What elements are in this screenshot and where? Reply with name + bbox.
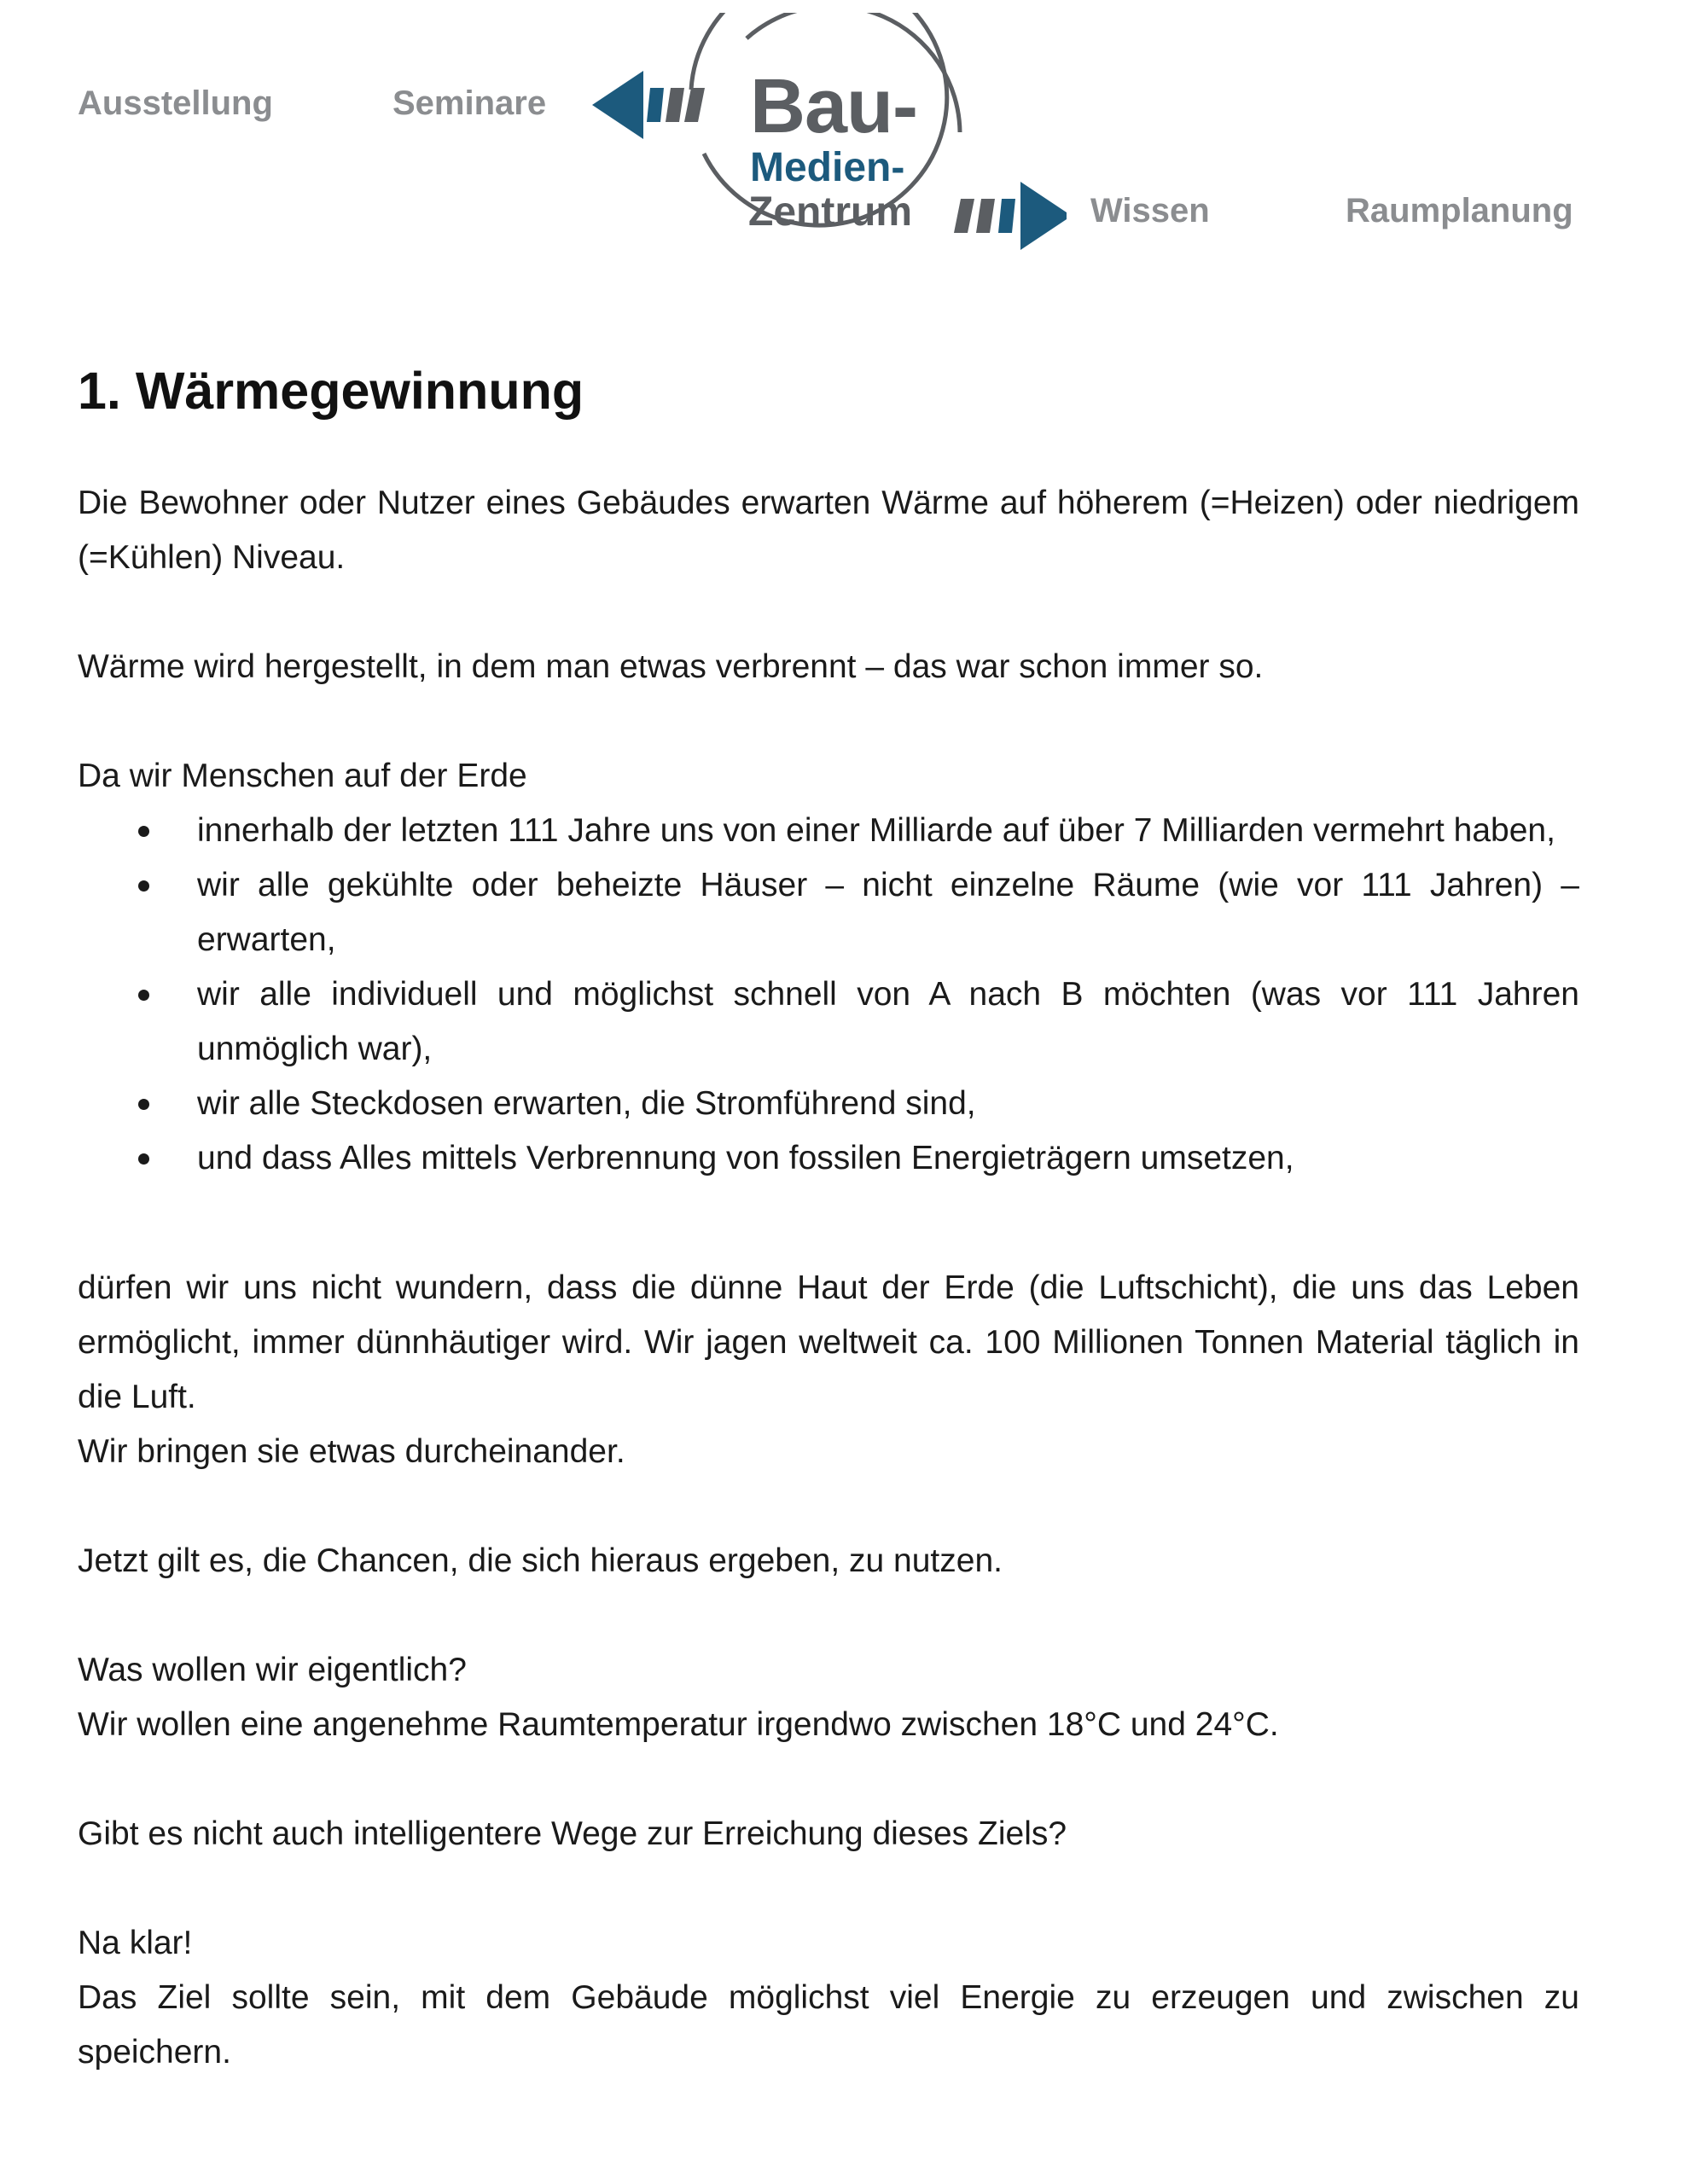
list-item-text: wir alle gekühlte oder beheizte Häuser – nicht einzelne Räume (wie vor 111 Jahren) – erwarten, bbox=[197, 867, 1579, 958]
list-item bbox=[78, 858, 1579, 967]
bullet-icon bbox=[138, 880, 149, 892]
list-item-text: innerhalb der letzten 111 Jahre uns von einer Milliarde auf über 7 Milliarden vermehrt haben, bbox=[197, 812, 1555, 849]
paragraph-of-course: Na klar! bbox=[78, 1925, 193, 1961]
bullet-icon bbox=[138, 1099, 149, 1110]
bullet-icon bbox=[138, 1153, 149, 1165]
bullet-icon bbox=[138, 990, 149, 1001]
section-heading: 1. Wärmegewinnung bbox=[78, 362, 584, 420]
paragraph-room-temperature: Wir wollen eine angenehme Raumtemperatur irgendwo zwischen 18°C und 24°C. bbox=[78, 1706, 1279, 1743]
logo-left-arrow bbox=[592, 71, 705, 139]
bau-medien-zentrum-logo[interactable] bbox=[589, 13, 1067, 303]
paragraph-chances: Jetzt gilt es, die Chancen, die sich hieraus ergeben, zu nutzen. bbox=[78, 1542, 1003, 1579]
list-item bbox=[78, 967, 1579, 1077]
paragraph-goal: Das Ziel sollte sein, mit dem Gebäude möglichst viel Energie zu erzeugen und zwischen zu speichern. bbox=[78, 1979, 1579, 2071]
paragraph-earth-atmosphere: dürfen wir uns nicht wundern, dass die dünne Haut der Erde (die Luftschicht), die uns das Leben ermöglicht, immer dünnhäutiger wird. Wir jagen weltweit ca. 100 Millionen Tonnen Material täglich in die Luft. bbox=[78, 1269, 1579, 1415]
logo-text-medien: Medien- bbox=[750, 145, 905, 190]
paragraph-humans-intro: Da wir Menschen auf der Erde bbox=[78, 758, 527, 794]
list-item-text: und dass Alles mittels Verbrennung von fossilen Energieträgern umsetzen, bbox=[197, 1140, 1294, 1176]
list-item bbox=[78, 1131, 1579, 1186]
paragraph-intro: Die Bewohner oder Nutzer eines Gebäudes erwarten Wärme auf höherem (=Heizen) oder niedrigem (=Kühlen) Niveau. bbox=[78, 485, 1579, 576]
bullet-list bbox=[78, 804, 1579, 1186]
site-header bbox=[0, 0, 1686, 307]
nav-link-seminare[interactable]: Seminare bbox=[392, 84, 547, 122]
bullet-icon bbox=[138, 826, 149, 837]
list-item-text: wir alle Steckdosen erwarten, die Stromführend sind, bbox=[197, 1085, 976, 1122]
nav-link-raumplanung[interactable]: Raumplanung bbox=[1346, 192, 1573, 229]
paragraph-disorder: Wir bringen sie etwas durcheinander. bbox=[78, 1433, 625, 1470]
logo-text-bau: Bau- bbox=[750, 64, 917, 149]
list-item-text: wir alle individuell und möglichst schnell von A nach B möchten (was vor 111 Jahren unmöglich war), bbox=[197, 976, 1579, 1067]
list-item bbox=[78, 1077, 1579, 1131]
nav-link-ausstellung[interactable]: Ausstellung bbox=[78, 84, 273, 122]
paragraph-question: Was wollen wir eigentlich? bbox=[78, 1652, 467, 1688]
logo-right-arrow bbox=[954, 182, 1067, 250]
logo-text-zentrum: Zentrum bbox=[748, 189, 912, 235]
paragraph-smarter-ways: Gibt es nicht auch intelligentere Wege zur Erreichung dieses Ziels? bbox=[78, 1815, 1067, 1852]
list-item bbox=[78, 804, 1579, 858]
nav-link-wissen[interactable]: Wissen bbox=[1090, 192, 1210, 229]
paragraph-heat-production: Wärme wird hergestellt, in dem man etwas verbrennt – das war schon immer so. bbox=[78, 648, 1264, 685]
